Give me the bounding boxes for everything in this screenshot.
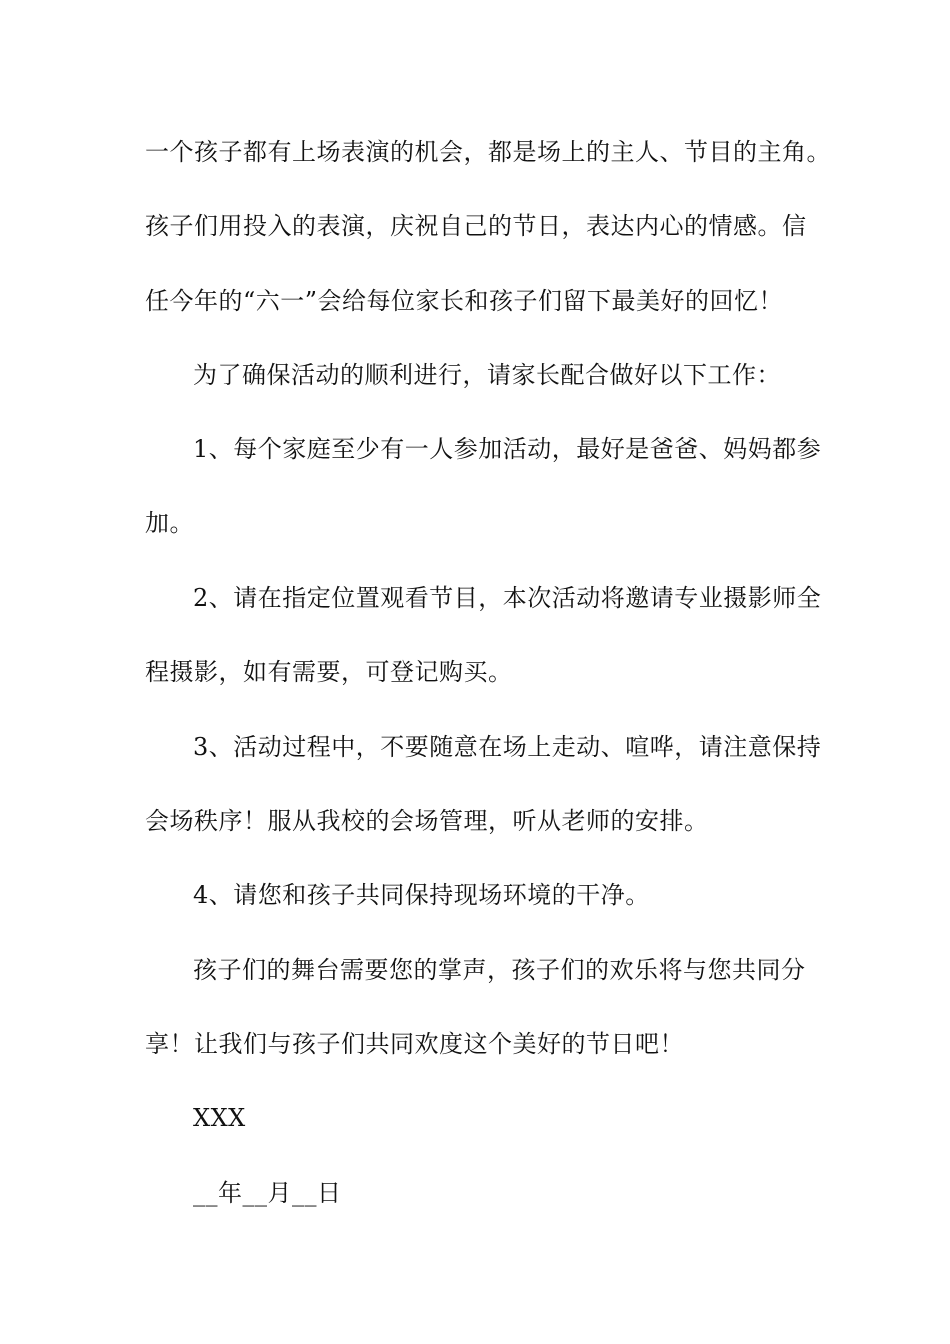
list-item-4: 4、请您和孩子共同保持现场环境的干净。 [193,881,650,909]
paragraph-intro: 为了确保活动的顺利进行，请家长配合做好以下工作： [193,361,781,389]
list-item-1: 1、每个家庭至少有一人参加活动，最好是爸爸、妈妈都参 [193,435,822,463]
body-line: 享！让我们与孩子们共同欢度这个美好的节日吧！ [145,1030,684,1058]
date-line: __年__月__日 [193,1179,342,1207]
body-line: 加。 [145,509,194,537]
list-item-2: 2、请在指定位置观看节目，本次活动将邀请专业摄影师全 [193,584,822,612]
body-line: 孩子们用投入的表演，庆祝自己的节日，表达内心的情感。信 [145,212,807,240]
signature: XXX [193,1104,246,1132]
closing-paragraph: 孩子们的舞台需要您的掌声，孩子们的欢乐将与您共同分 [193,956,806,984]
body-line: 任今年的“六一”会给每位家长和孩子们留下最美好的回忆！ [145,287,784,315]
list-item-3: 3、活动过程中，不要随意在场上走动、喧哗，请注意保持 [193,733,822,761]
body-line: 一个孩子都有上场表演的机会，都是场上的主人、节目的主角。 [145,138,831,166]
body-line: 程摄影，如有需要，可登记购买。 [145,658,513,686]
body-line: 会场秩序！服从我校的会场管理，听从老师的安排。 [145,807,709,835]
